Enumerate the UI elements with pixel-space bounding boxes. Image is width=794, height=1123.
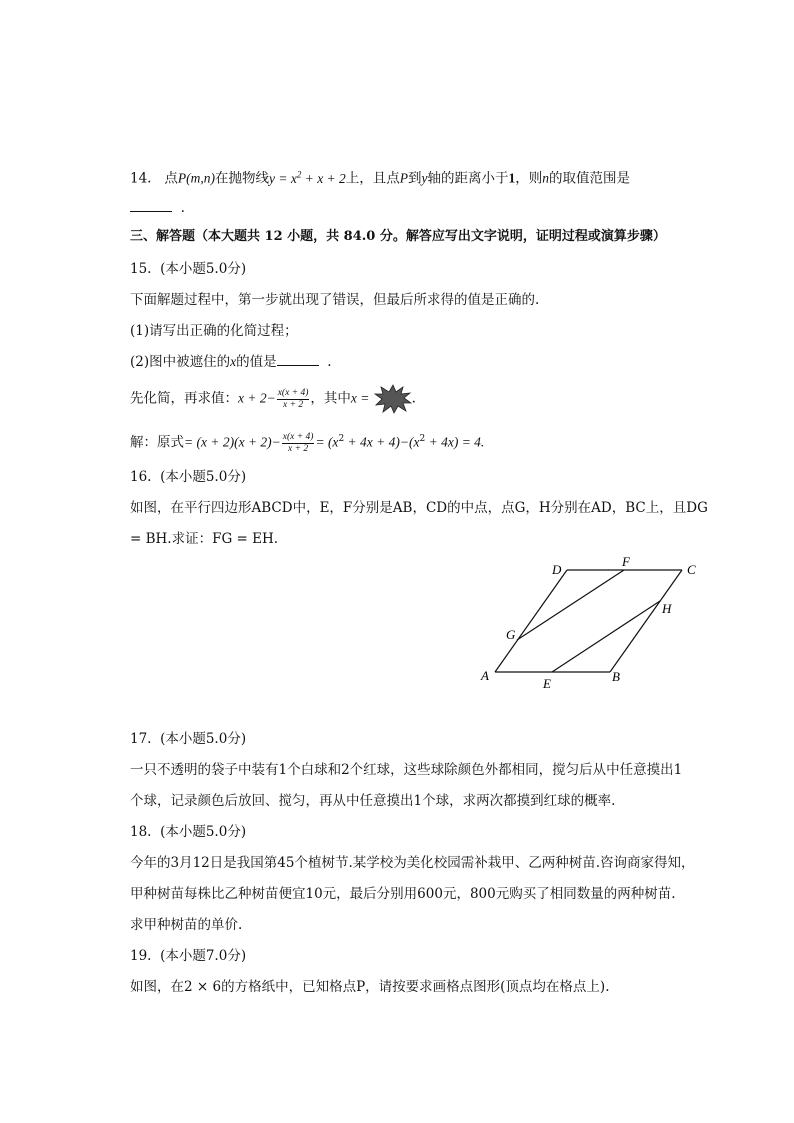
q14-answer-blank[interactable] xyxy=(130,198,172,212)
q15-intro: 下面解题过程中，第一步就出现了错误，但最后所求得的值是正确的. xyxy=(130,292,540,308)
label-c: C xyxy=(687,562,696,577)
q14-parabola: $y = x^2 + x + 2$ xyxy=(268,169,346,186)
label-d: D xyxy=(552,562,562,577)
label-b: B xyxy=(612,669,620,684)
q16-line1: 如图，在平行四边形ABCD中，E，F分别是AB，CD的中点，点G，H分别在AD，BC上，且DG xyxy=(130,500,708,516)
q18-line1: 今年的3月12日是我国第45个植树节.某学校为美化校园需补栽甲、乙两种树苗.咨询商家得知， xyxy=(130,855,695,871)
q16-header: 16. (本小题5.0分) xyxy=(130,469,247,485)
q15-answer-blank[interactable] xyxy=(277,352,319,366)
q17-line1: 一只不透明的袋子中装有1个白球和2个红球，这些球除颜色外都相同，搅匀后从中任意摸出1 xyxy=(130,762,683,778)
q17-line2: 个球，记录颜色后放回、搅匀，再从中任意摸出1个球，求两次都摸到红球的概率. xyxy=(130,793,616,809)
q19-line1: 如图，在2 × 6的方格纸中，已知格点P，请按要求画格点图形(顶点均在格点上). xyxy=(130,979,610,995)
label-h: H xyxy=(662,601,672,616)
q18-line3: 求甲种树苗的单价. xyxy=(130,917,243,933)
segment-fg xyxy=(517,570,624,640)
q19-header: 19. (本小题7.0分) xyxy=(130,948,247,964)
edge-da xyxy=(495,570,567,672)
q15-header: 15. (本小题5.0分) xyxy=(130,261,247,277)
edge-bc xyxy=(610,570,682,672)
q14-number: 14. xyxy=(130,170,152,187)
q14-line2: . xyxy=(130,198,185,218)
q16-line2: = BH.求证：FG = EH. xyxy=(130,531,279,547)
q15-part1: (1)请写出正确的化简过程； xyxy=(130,323,298,339)
segment-eh xyxy=(552,601,660,672)
section3-title: 三、解答题（本大题共 12 小题，共 84.0 分。解答应写出文字说明，证明过程或演算步骤） xyxy=(130,229,666,244)
label-f: F xyxy=(622,555,630,569)
label-e: E xyxy=(543,676,551,691)
q15-simplify: 先化简，再求值：x + 2− $\frac{x(x + 4)}{x + 2}$ ，其中x = . xyxy=(130,384,416,414)
parallelogram-figure xyxy=(470,555,710,695)
q18-line2: 甲种树苗每株比乙种树苗便宜10元，最后分别用600元，800元购买了相同数量的两种树苗. xyxy=(130,886,676,902)
q15-fraction: $\frac{x(x + 4)}{x + 2}$ xyxy=(277,387,309,410)
label-g: G xyxy=(506,627,516,642)
q14-line1: 14. 点P(m,n)在抛物线$y = x^2 + x + 2$上，且点P到y轴的距离小于1，则n的取值范围是 xyxy=(130,169,631,187)
q14-point: P(m,n) xyxy=(177,170,215,186)
q17-header: 17. (本小题5.0分) xyxy=(130,731,247,747)
q15-part2: (2)图中被遮住的x的值是 . xyxy=(130,354,332,370)
q18-header: 18. (本小题5.0分) xyxy=(130,824,247,840)
ink-blot-icon xyxy=(374,384,412,414)
q15-solution: 解：原式= (x + 2)(x + 2)− $\frac{x(x + 4)}{x + 2}$ = $(x^2 + 4x + 4)-(x^2 + 4x) = 4$. xyxy=(130,431,485,454)
label-a: A xyxy=(481,668,489,683)
